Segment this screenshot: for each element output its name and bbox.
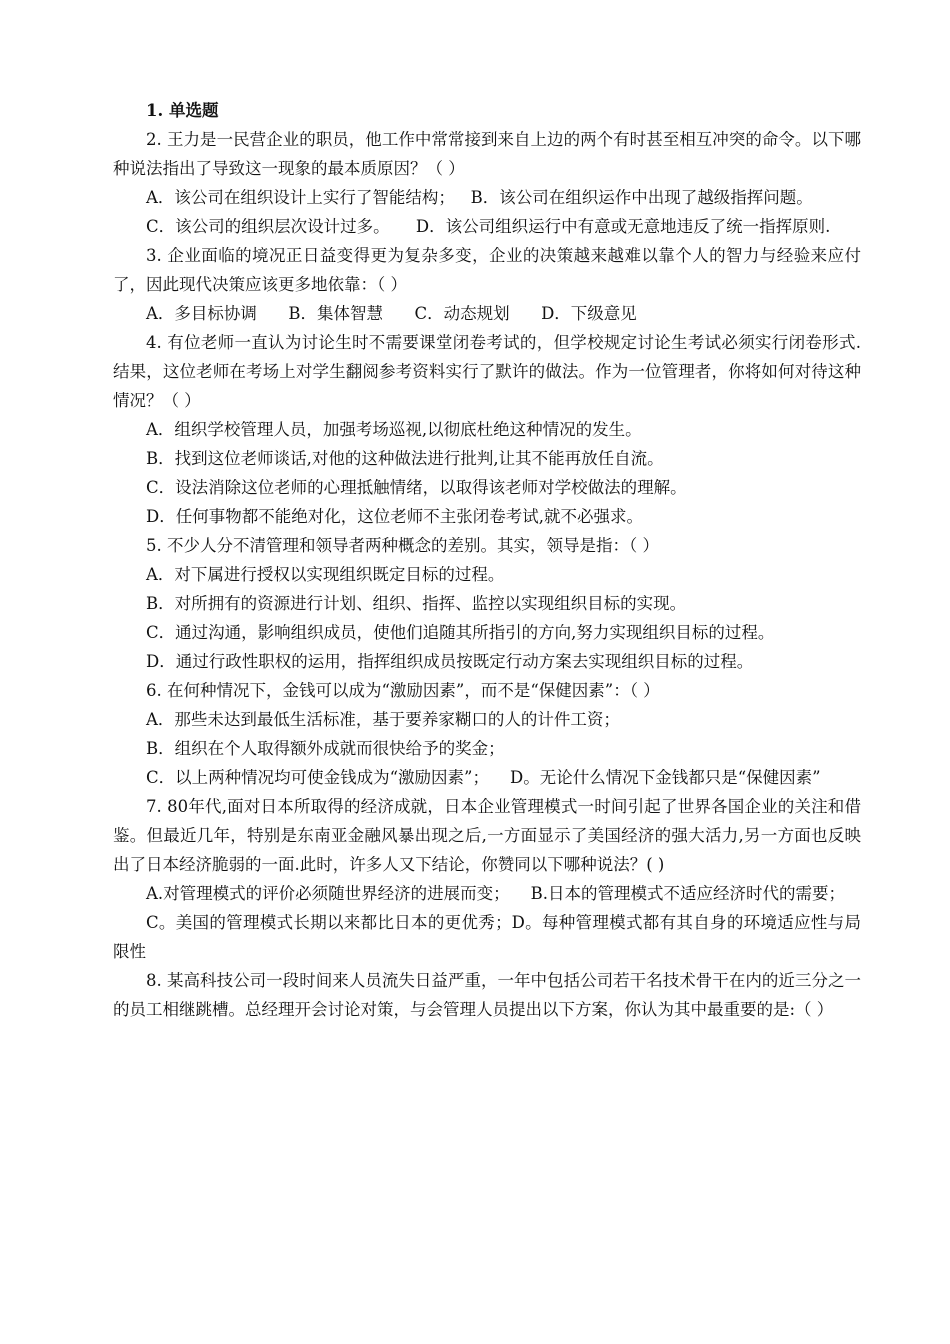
question-5-option-d: D．通过行政性职权的运用，指挥组织成员按既定行动方案去实现组织目标的过程。 — [146, 652, 754, 671]
question-4-option-c: C．设法消除这位老师的心理抵触情绪，以取得该老师对学校做法的理解。 — [146, 478, 687, 497]
question-4-stem: 4. 有位老师一直认为讨论生时不需要课堂闭卷考试的，但学校规定讨论生考试必须实行闭卷形式.结果，这位老师在考场上对学生翻阅参考资料实行了默许的做法。作为一位管理者，你将如何对待这种情况？（ ） — [113, 333, 861, 410]
question-2-stem: 2. 王力是一民营企业的职员，他工作中常常接到来自上边的两个有时甚至相互冲突的命令。以下哪种说法指出了导致这一现象的最本质原因？（ ） — [113, 130, 861, 178]
section-heading: 1. 单选题 — [146, 101, 219, 120]
question-2-options-cd: C．该公司的组织层次设计过多。 D．该公司组织运行中有意或无意地违反了统一指挥原则. — [146, 217, 831, 236]
question-4-option-b: B．找到这位老师谈话,对他的这种做法进行批判,让其不能再放任自流。 — [146, 449, 664, 468]
question-5-stem: 5. 不少人分不清管理和领导者两种概念的差别。其实，领导是指：（ ） — [146, 536, 659, 555]
document-body — [113, 96, 861, 1024]
question-5-option-a: A．对下属进行授权以实现组织既定目标的过程。 — [146, 565, 505, 584]
question-7-stem: 7. 80年代,面对日本所取得的经济成就，日本企业管理模式一时间引起了世界各国企业的关注和借鉴。但最近几年，特别是东南亚金融风暴出现之后,一方面显示了美国经济的强大活力,另一方面也反映出了日本经济脆弱的一面.此时，许多人又下结论，你赞同以下哪种说法？( ) — [113, 797, 861, 874]
question-8-stem: 8. 某高科技公司一段时间来人员流失日益严重，一年中包括公司若干名技术骨干在内的近三分之一的员工相继跳槽。总经理开会讨论对策，与会管理人员提出以下方案，你认为其中最重要的是:（ ） — [113, 971, 861, 1019]
question-7-options-ab: A.对管理模式的评价必须随世界经济的进展而变； B.日本的管理模式不适应经济时代的需要； — [146, 884, 846, 903]
question-2-options-ab: A．该公司在组织设计上实行了智能结构； B．该公司在组织运作中出现了越级指挥问题。 — [146, 188, 813, 207]
question-6-stem: 6. 在何种情况下，金钱可以成为“激励因素”，而不是“保健因素”：（ ） — [146, 681, 660, 700]
question-4-option-a: A．组织学校管理人员，加强考场巡视,以彻底杜绝这种情况的发生。 — [146, 420, 642, 439]
question-3-stem: 3. 企业面临的境况正日益变得更为复杂多变，企业的决策越来越难以靠个人的智力与经验来应付了，因此现代决策应该更多地依靠：（ ） — [113, 246, 861, 294]
question-5-option-c: C．通过沟通，影响组织成员，使他们追随其所指引的方向,努力实现组织目标的过程。 — [146, 623, 775, 642]
question-4-option-d: D．任何事物都不能绝对化，这位老师不主张闭卷考试,就不必强求。 — [146, 507, 643, 526]
question-7-options-cd: C。美国的管理模式长期以来都比日本的更优秀；D。每种管理模式都有其自身的环境适应性与局限性 — [113, 913, 861, 961]
question-6-option-b: B．组织在个人取得额外成就而很快给予的奖金； — [146, 739, 505, 758]
question-3-options: A．多目标协调 B．集体智慧 C．动态规划 D．下级意见 — [146, 304, 637, 323]
question-6-option-a: A．那些未达到最低生活标准，基于要养家糊口的人的计件工资； — [146, 710, 620, 729]
question-5-option-b: B．对所拥有的资源进行计划、组织、指挥、监控以实现组织目标的实现。 — [146, 594, 687, 613]
question-6-options-cd: C．以上两种情况均可使金钱成为“激励因素”； D。无论什么情况下金钱都只是“保健因素” — [146, 768, 821, 787]
